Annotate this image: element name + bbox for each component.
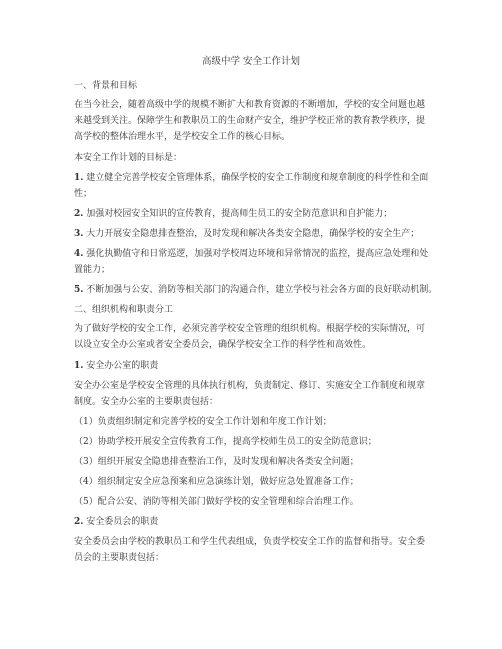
duty-item-4: （4）组织制定安全应急预案和应急演练计划，做好应急处置准备工作；: [74, 477, 359, 487]
document-title: 高级中学 安全工作计划: [201, 56, 301, 67]
safety-committee-intro: 安全委员会由学校的教职员工和学生代表组成，负责学校安全工作的监督和指导。安全委 员会的主要职责包括：: [74, 537, 426, 563]
subheading-safety-office: 1. 安全办公室的职责: [74, 361, 159, 371]
duty-item-5: （5）配合公安、消防等相关部门做好学校的安全管理和综合治理工作。: [74, 497, 359, 507]
goal-item-4: 4. 强化执勤值守和日常巡逻，加强对学校周边环境和异常情况的监控，提高应急处理和处 置能力；: [74, 249, 429, 275]
section-heading-background: 一、背景和目标: [74, 81, 138, 91]
section-heading-organization: 二、组织机构和职责分工: [74, 305, 174, 315]
goal-item-1: 1. 建立健全完善学校安全管理体系，确保学校的安全工作制度和规章制度的科学性和全面 性；: [74, 173, 429, 199]
duty-item-2: （2）协助学校开展安全宣传教育工作，提高学校师生员工的安全防范意识；: [74, 437, 377, 447]
goals-lead: 本安全工作计划的目标是：: [74, 153, 183, 163]
safety-office-intro: 安全办公室是学校安全管理的具体执行机构，负责制定、修订、实施安全工作制度和规章 制度。安全办公室的主要职责包括：: [74, 381, 426, 407]
duty-item-1: （1）负责组织制定和完善学校的安全工作计划和年度工作计划；: [74, 417, 332, 427]
organization-intro: 为了做好学校的安全工作，必须完善学校安全管理的组织机构。根据学校的实际情况，可 以设立安全办公室或者安全委员会，确保学校安全工作的科学性和高效性。: [74, 324, 426, 350]
goal-item-2: 2. 加强对校园安全知识的宣传教育，提高师生员工的安全防范意识和自护能力；: [74, 209, 393, 219]
goal-item-5: 5. 不断加强与公安、消防等相关部门的沟通合作，建立学校与社会各方面的良好联动机制。: [74, 285, 438, 295]
duty-item-3: （3）组织开展安全隐患排查整治工作，及时发现和解决各类安全问题；: [74, 457, 359, 467]
subheading-safety-committee: 2. 安全委员会的职责: [74, 517, 159, 527]
goal-item-3: 3. 大力开展安全隐患排查整治，及时发现和解决各类安全隐患，确保学校的安全生产；: [74, 229, 420, 239]
intro-paragraph: 在当今社会，随着高级中学的规模不断扩大和教育资源的不断增加，学校的安全问题也越 来越受到关注。保障学生和教职员工的生命财产安全，维护学校正常的教育教学秩序，提 高学校的整体治理水平，是学校安全工作的核心目标。: [74, 100, 426, 142]
